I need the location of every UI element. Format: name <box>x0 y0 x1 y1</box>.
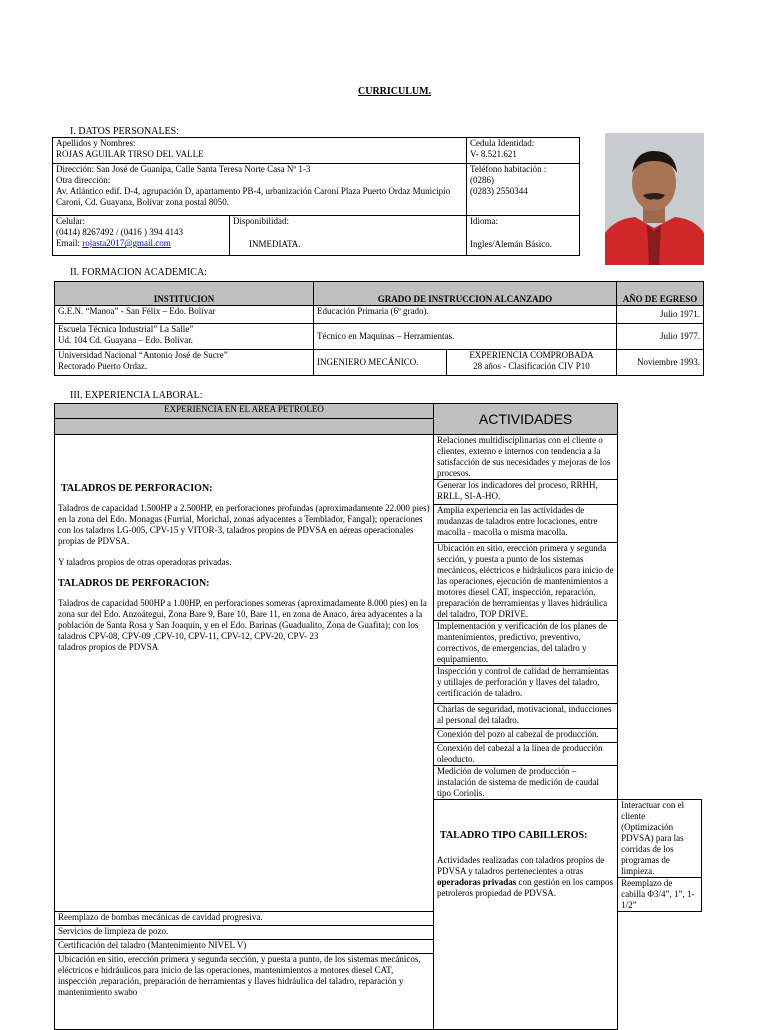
address-label: Dirección: San José de Guanipa, Calle Santa Teresa Norte Casa Nº 1-3 <box>56 164 311 174</box>
academic-year: Julio 1971. <box>616 306 703 324</box>
section-academic-title: II. FORMACION ACADEMICA: <box>70 267 207 278</box>
contact-cell <box>53 216 230 256</box>
academic-institution <box>55 350 314 376</box>
other-address-value: Av. Atlántico edif. D-4, agrupación D, apartamento PB-4, urbanización Caroní Plaza Puerto Ordaz Municipio Caroní, Cd. Guayana, Bolívar zona postal 8050. <box>56 186 451 207</box>
section-work-title: III. EXPERIENCIA LABORAL: <box>70 390 203 401</box>
academic-year: Julio 1977. <box>616 324 703 350</box>
academic-grade: Técnico en Maquinas – Herramientas. <box>314 324 617 350</box>
activity-item: Servicios de limpieza de pozo. <box>55 926 434 940</box>
phone-value-1: (0286) <box>470 175 494 185</box>
availability-label: Disponibilidad: <box>233 216 289 226</box>
activity-item: Interactuar con el cliente (Optimización PDVSA) para las corridas de los programas de limpieza. <box>618 800 702 878</box>
activity-item: Certificación del taladro (Mantenimiento NIVEL V) <box>55 940 434 954</box>
block1-heading-1: TALADROS DE PERFORACION: <box>61 483 213 494</box>
academic-header-year: AÑO DE EGRESO <box>616 282 703 306</box>
academic-experience <box>447 350 617 376</box>
academic-institution <box>55 306 314 324</box>
language-value: Ingles/Alemán Básico. <box>470 239 552 249</box>
id-cell <box>467 138 580 164</box>
academic-header-grade: GRADO DE INSTRUCCION ALCANZADO <box>314 282 617 306</box>
email-label: Email: <box>56 238 83 248</box>
availability-value: INMEDIATA. <box>249 239 301 249</box>
activity-item: Ubicación en sitio, erección primera y segunda sección, y puesta a punto, de los sistemas mecánicos, eléctricos e hidráulicos para inicio de las operaciones, mantenimientos a motores diesel CAT, inspección ,reparación, preparación de herramientas y llaves hidráulica del taladro, reparación y mantenimiento swabo <box>55 954 434 1030</box>
activity-item: Ubicación en sitio, erección primera y segunda sección, y puesta a punto de los sistemas mecánicos, eléctricos e hidráulicos para inicio de las operaciones, ejecución de mantenimientos a motores diesel CAT, inspección, reparación, preparación de herramientas y llaves hidráulica del taladro, TOP DRIVE. <box>434 543 618 621</box>
institution-name: Escuela Técnica Industrial” La Salle” <box>58 324 194 334</box>
institution-name: G.E.N. “Manoa” - San Félix – Edo. Bolívar <box>58 306 216 316</box>
block1-paragraph-1: Taladros de capacidad 1.500HP a 2.500HP, en perforaciones profundas (aproximadamente 22.000 pies) en la zona del Edo. Monagas (Furrial, Morichal, zonas adyacentes a Temblador, Fangal); operaciones con los taladros LG-005, CPV-15 y VITOR-3, taladros propios de PDVSA en aéreas operacionales propias de PDVSA. <box>58 503 430 546</box>
work-header-area: EXPERIENCIA EN EL AREA PETROLEO <box>55 404 434 419</box>
institution-location: Ud. 104 Cd. Guayana – Edo. Bolívar. <box>58 335 193 345</box>
phone-cell <box>467 164 580 216</box>
activity-item: Inspección y control de calidad de herramientas y utillajes de perforación y llaves del taladro, certificación de taladro. <box>434 666 618 704</box>
email-link[interactable]: rojasta2017@gmail.com <box>82 238 171 248</box>
academic-grade: Educación Primaria (6º grado). <box>314 306 617 324</box>
phone-label: Teléfono habitación : <box>470 164 547 174</box>
names-value: ROJAS AGUILAR TIRSO DEL VALLE <box>56 149 204 159</box>
work-block-cabilleros <box>434 800 618 1030</box>
experience-label: EXPERIENCIA COMPROBADA <box>469 350 594 360</box>
activity-item: Generar los indicadores del proceso, RRHH, RRLL, SI-A-HO. <box>434 480 618 505</box>
other-address-label: Otra dirección: <box>56 175 111 185</box>
experience-value: 28 años - Clasificación CIV P10 <box>473 361 590 371</box>
activity-item: Charlas de seguridad, motivacional, inducciones al personal del taladro. <box>434 704 618 729</box>
names-label: Apellidos y Nombres: <box>56 138 136 148</box>
activity-item: Reemplazo de cabilla Φ3/4”, 1”, 1-1/2” <box>618 878 702 912</box>
personal-data-table <box>52 137 580 256</box>
institution-name: Universidad Nacional “Antonio José de Sucre” <box>58 350 228 360</box>
section-personal-title: I. DATOS PERSONALES: <box>70 126 179 137</box>
academic-row <box>55 324 704 350</box>
work-block-perforacion <box>55 435 434 912</box>
cell-value: (0414) 8267492 / (0416 ) 394 4143 <box>56 227 183 237</box>
academic-year: Noviembre 1993. <box>616 350 703 376</box>
academic-row <box>55 306 704 324</box>
id-value: V- 8.521.621 <box>470 149 517 159</box>
block1-paragraph-3: Taladros de capacidad 500HP a 1.00HP, en perforaciones someras (aproximadamente 8.000 pies) en la zona sur del Edo. Anzoátegui, Zona Bare 9, Bare 10, Bare 11, en zona de Anaco, área adyacentes a la población de Santa Rosa y San Joaquín, y en el Edo. Barinas (Guadualito, Zona de Guafita); con los taladros CPV-08, CPV-09 ,CPV-10, CPV-11, CPV-12, CPV-20, CPV- 23 <box>58 598 427 641</box>
id-label: Cedula Identidad: <box>470 138 535 148</box>
names-cell <box>53 138 467 164</box>
institution-location: Rectorado Puerto Ordaz. <box>58 361 148 371</box>
block2-text-b: operadoras privadas <box>437 877 517 887</box>
academic-row <box>55 350 704 376</box>
academic-institution <box>55 324 314 350</box>
academic-grade: INGENIERO MECÁNICO. <box>314 350 447 376</box>
address-cell <box>53 164 467 216</box>
doc-title: CURRICULUM. <box>358 86 432 97</box>
activity-item: Conexión del cabezal a la línea de producción oleoducto. <box>434 743 618 766</box>
work-table <box>54 403 702 1030</box>
activity-item: Medición de volumen de producción – instalación de sistema de medición de caudal tipo Coriolis. <box>434 766 618 800</box>
block2-heading: TALADRO TIPO CABILLEROS: <box>440 830 588 841</box>
language-label: Idioma: <box>470 216 498 226</box>
language-cell <box>467 216 580 256</box>
activity-item: Amplia experiencia en las actividades de mudanzas de taladros entre locaciones, entre macolla - macolla o misma macolla. <box>434 505 618 543</box>
block1-paragraph-4: taladros propios de PDVSA <box>58 642 159 652</box>
block1-paragraph-2: Y taladros propios de otras operadoras privadas. <box>58 557 232 567</box>
activity-item: Implementación y verificación de los planes de mantenimientos, predictivo, preventivo, correctivos, de emergencias, del taladro y equipamiento. <box>434 621 618 666</box>
profile-photo <box>605 133 704 265</box>
cell-label: Celular: <box>56 216 85 226</box>
block2-paragraph <box>437 855 614 899</box>
block2-text-a: Actividades realizadas con taladros propios de PDVSA y taladros pertenecientes a otras <box>437 855 605 876</box>
email-line <box>56 238 226 249</box>
block1-heading-2: TALADROS DE PERFORACION: <box>58 578 210 589</box>
activity-item: Conexión del pozo al cabezal de producción. <box>434 729 618 743</box>
availability-cell <box>230 216 467 256</box>
activity-item: Relaciones multidisciplinarias con el cliente o clientes, externo e internos con tendencia a la satisfacción de sus necesidades y mejoras de los procesos. <box>434 435 618 480</box>
academic-table <box>54 281 704 376</box>
work-header-spacer <box>55 419 434 435</box>
activity-item: Reemplazo de bombas mecánicas de cavidad progresiva. <box>55 912 434 926</box>
academic-header-institution: INSTITUCION <box>55 282 314 306</box>
work-header-activities: ACTIVIDADES <box>434 404 618 435</box>
phone-value-2: (0283) 2550344 <box>470 186 528 196</box>
block2-text-c: con gestión en los campos petroleros propiedad de PDVSA. <box>437 877 613 898</box>
